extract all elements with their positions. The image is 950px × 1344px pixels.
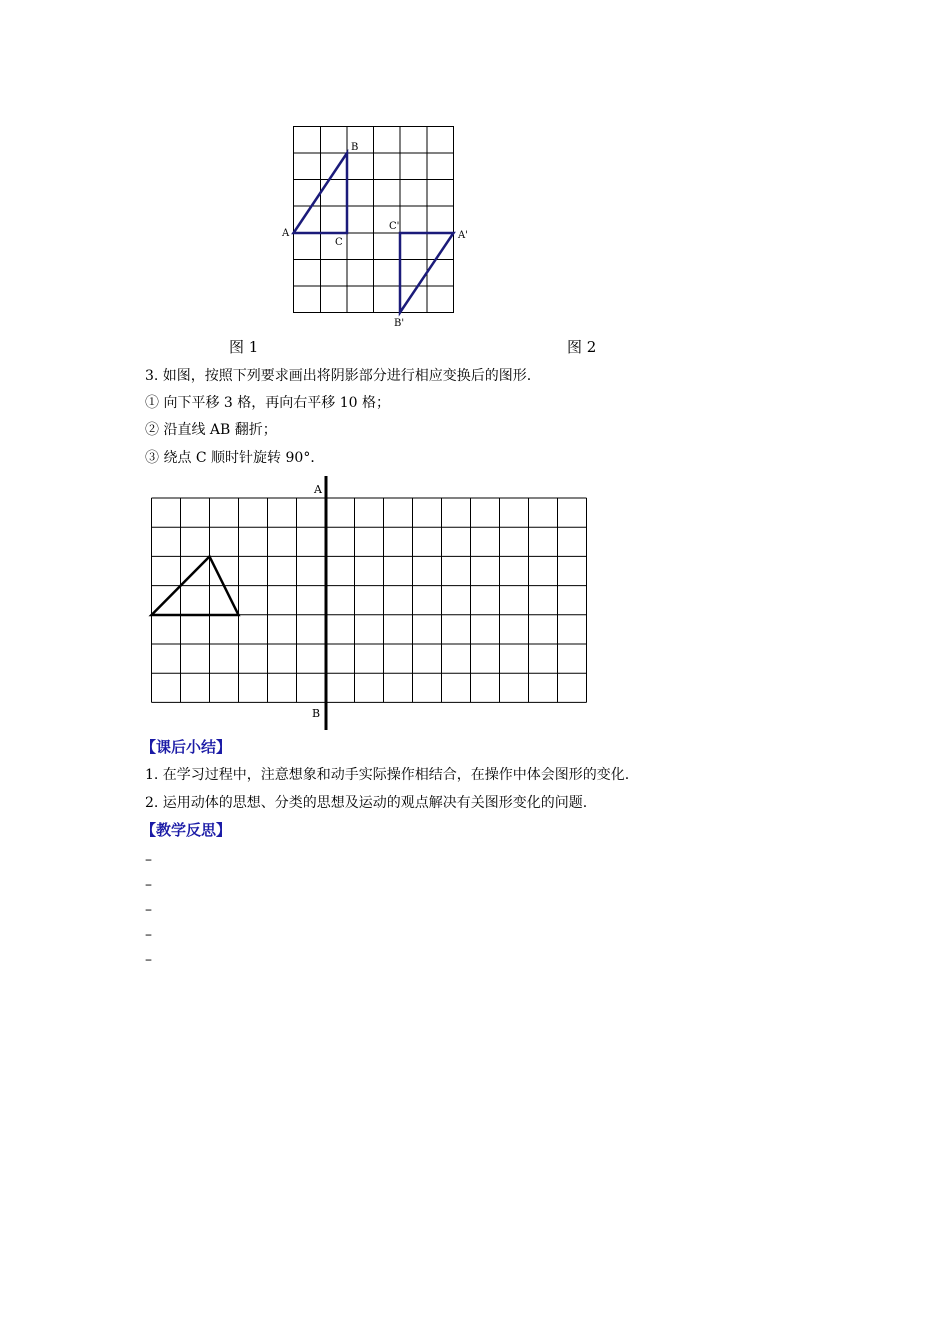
reflection-heading: 【教学反思】 [141,821,232,839]
figure-1-grid [270,120,480,335]
question-3-prompt: 3. 如图，按照下列要求画出将阴影部分进行相应变换后的图形. [145,368,532,384]
reflection-line-4: – [145,927,152,943]
label-a: A [282,228,290,239]
question-3-item-2: ② 沿直线 AB 翻折； [145,422,277,438]
label-line-b: B [312,707,321,720]
summary-heading: 【课后小结】 [141,738,232,756]
label-a-prime: A' [458,230,468,241]
question-3-item-1: ① 向下平移 3 格，再向右平移 10 格； [145,395,390,411]
label-c: C [335,237,343,248]
label-c-prime: C' [389,221,400,232]
caption-fig-1: 图 1 [229,338,259,356]
summary-item-1: 1. 在学习过程中，注意想象和动手实际操作相结合，在操作中体会图形的变化. [145,767,630,783]
reflection-line-2: – [145,877,152,893]
reflection-line-3: – [145,902,152,918]
question-3-grid [140,476,600,732]
reflection-line-5: – [145,952,152,968]
reflection-line-1: – [145,852,152,868]
question-3-item-3: ③ 绕点 C 顺时针旋转 90°． [145,450,325,466]
summary-item-2: 2. 运用动体的思想、分类的思想及运动的观点解决有关图形变化的问题. [145,795,588,811]
label-line-a: A [314,483,322,496]
caption-fig-2: 图 2 [567,338,597,356]
label-b-prime: B' [394,318,405,329]
label-b: B [351,142,359,153]
